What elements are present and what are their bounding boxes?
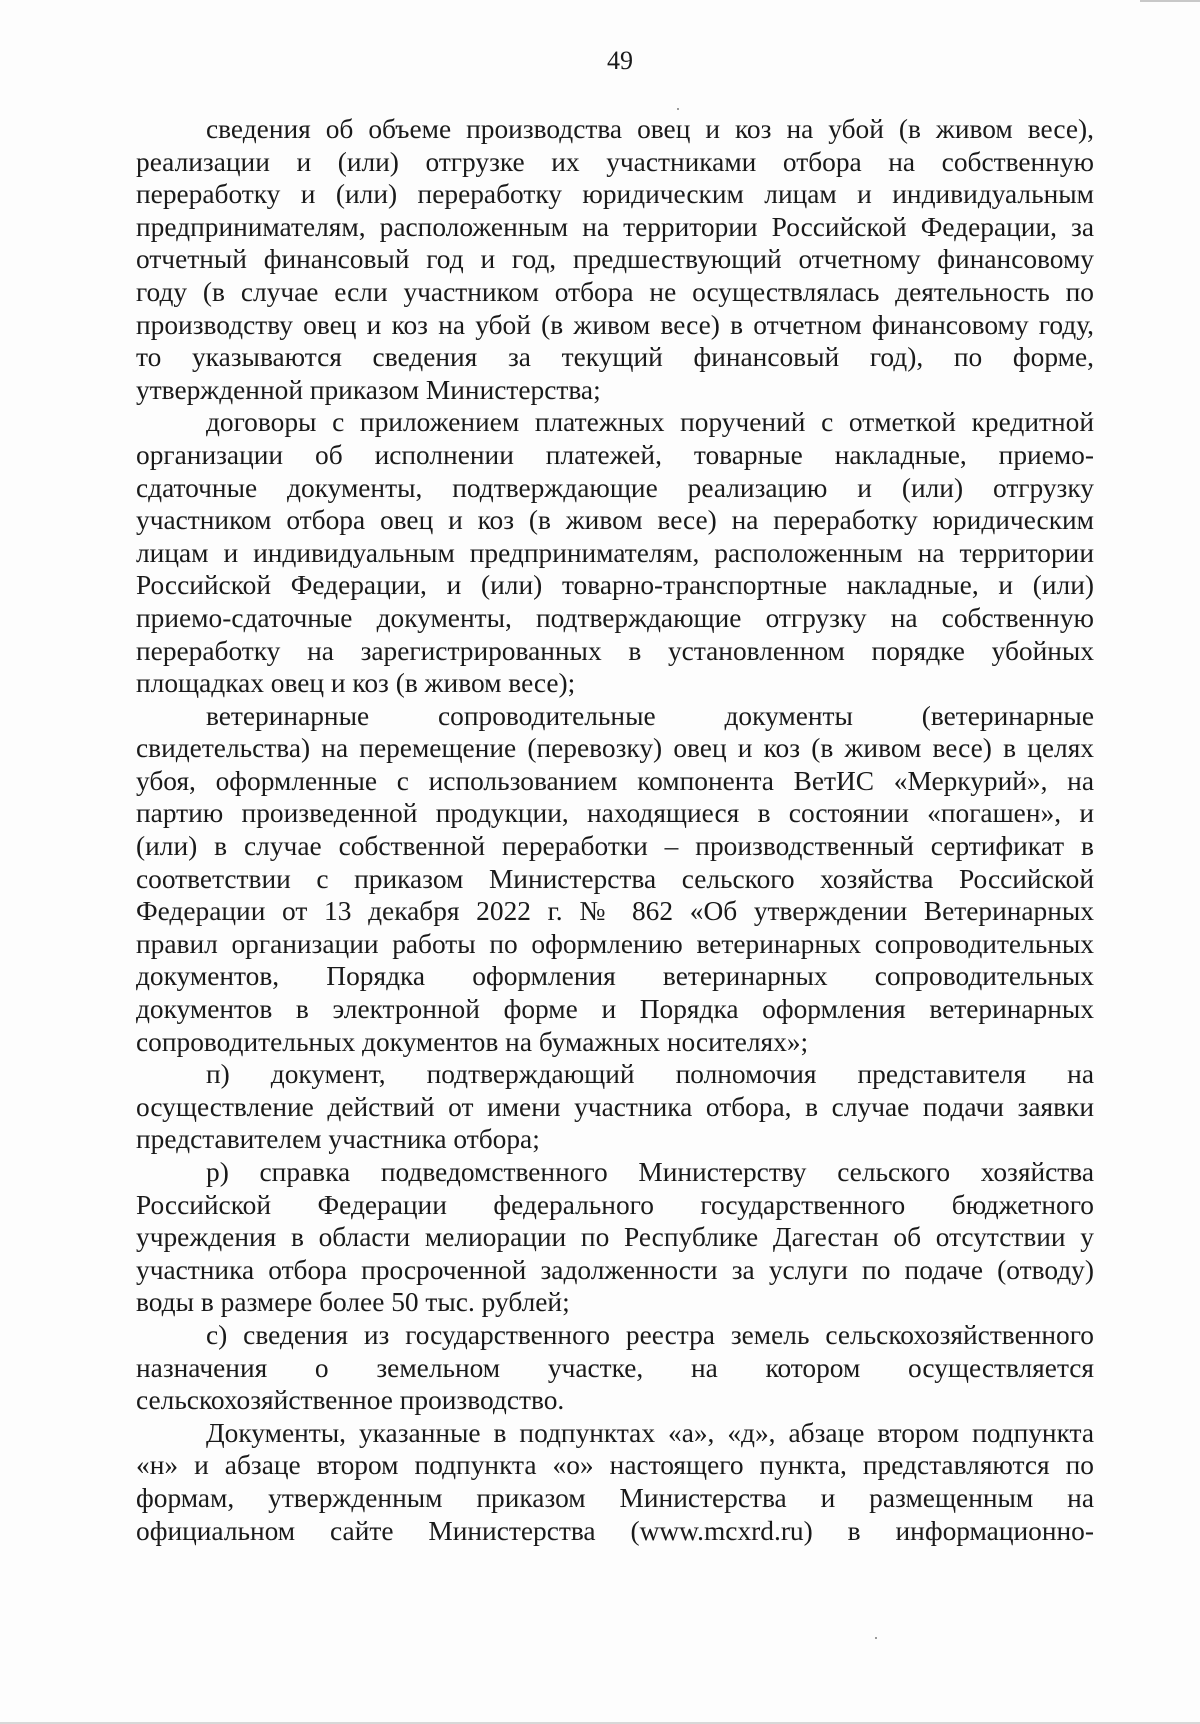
page-number: 49 — [607, 46, 633, 75]
text-line: переработку на зарегистрированных в установленном порядке убойных — [136, 635, 1094, 666]
text-line: предпринимателям, расположенным на территории Российской Федерации, за — [136, 211, 1094, 242]
text-line: сдаточные документы, подтверждающие реализацию и (или) отгрузку — [136, 472, 1094, 503]
text-line: убоя, оформленные с использованием компонента ВетИС «Меркурий», на — [136, 765, 1094, 796]
text-line: сведения об объеме производства овец и коз на убой (в живом весе), — [206, 114, 1094, 144]
text-line: п) документ, подтверждающий полномочия представителя на — [206, 1059, 1094, 1090]
text-line: Российской Федерации, и (или) товарно-транспортные накладные, и (или) — [136, 570, 1094, 601]
text-line: «н» и абзаце втором подпункта «о» настоящего пункта, представляются по — [136, 1450, 1094, 1481]
text-line: свидетельства) на перемещение (перевозку) овец и коз (в живом весе) в целях — [136, 733, 1094, 764]
document-body — [136, 113, 1094, 1547]
paragraph-veterinary-documents — [136, 700, 1094, 1059]
text-line: переработку и (или) переработку юридическим лицам и индивидуальным — [136, 179, 1094, 210]
paragraph-slaughter-volume — [136, 113, 1094, 406]
paragraph-contracts — [136, 406, 1094, 699]
text-line: р) справка подведомственного Министерству сельского хозяйства — [206, 1157, 1094, 1187]
text-line: правил организации работы по оформлению ветеринарных сопроводительных — [136, 928, 1094, 959]
text-line: лицам и индивидуальным предпринимателям, расположенным на территории — [136, 537, 1094, 568]
text-line: сопроводительных документов на бумажных носителях»; — [136, 1026, 809, 1057]
text-line: назначения о земельном участке, на котором осуществляется — [136, 1352, 1094, 1383]
paragraph-item-p — [136, 1058, 1094, 1156]
text-line: утвержденной приказом Министерства; — [136, 374, 601, 405]
text-line: документов, Порядка оформления ветеринарных сопроводительных — [136, 961, 1094, 992]
text-line: Федерации от 13 декабря 2022 г. № 862 «Об утверждении Ветеринарных — [136, 896, 1094, 927]
text-line: году (в случае если участником отбора не осуществлялась деятельность по — [136, 276, 1094, 307]
text-line: отчетный финансовый год и год, предшествующий отчетному финансовому — [136, 244, 1094, 275]
text-line: воды в размере более 50 тыс. рублей; — [136, 1287, 570, 1318]
text-line: участником отбора овец и коз (в живом весе) на переработку юридическим — [136, 505, 1094, 536]
paragraph-item-r — [136, 1156, 1094, 1319]
text-line: партию произведенной продукции, находящиеся в состоянии «погашен», и — [136, 798, 1094, 829]
paragraph-item-s — [136, 1319, 1094, 1417]
text-line: площадках овец и коз (в живом весе); — [136, 668, 576, 699]
text-line: документов в электронной форме и Порядка оформления ветеринарных — [136, 994, 1094, 1025]
text-line: учреждения в области мелиорации по Республике Дагестан об отсутствии у — [136, 1222, 1094, 1253]
text-line: сельскохозяйственное производство. — [136, 1385, 565, 1416]
text-line: то указываются сведения за текущий финансовый год), по форме, — [136, 342, 1094, 373]
text-line: ветеринарные сопроводительные документы (ветеринарные — [206, 700, 1094, 731]
scan-edge-top — [1140, 0, 1200, 2]
text-line: осуществление действий от имени участника отбора, в случае подачи заявки — [136, 1091, 1094, 1122]
text-line: с) сведения из государственного реестра земель сельскохозяйственного — [206, 1319, 1094, 1350]
scan-speck — [875, 1637, 877, 1639]
text-line: Документы, указанные в подпунктах «а», «д», абзаце втором подпункта — [206, 1417, 1094, 1448]
text-line: Российской Федерации федерального государственного бюджетного — [136, 1189, 1094, 1220]
scan-speck — [677, 108, 679, 110]
text-line: официальном сайте Министерства (www.mcxrd.ru) в информационно- — [136, 1515, 1094, 1546]
text-line: формам, утвержденным приказом Министерства и размещенным на — [136, 1482, 1094, 1513]
text-line: организации об исполнении платежей, товарные накладные, приемо- — [136, 439, 1094, 470]
text-line: соответствии с приказом Министерства сельского хозяйства Российской — [136, 863, 1094, 894]
text-line: участника отбора просроченной задолженности за услуги по подаче (отводу) — [136, 1254, 1094, 1285]
text-line: (или) в случае собственной переработки – производственный сертификат в — [136, 831, 1094, 862]
text-line: приемо-сдаточные документы, подтверждающие отгрузку на собственную — [136, 602, 1094, 633]
text-line: договоры с приложением платежных поручений с отметкой кредитной — [206, 407, 1094, 438]
text-line: представителем участника отбора; — [136, 1124, 540, 1155]
text-line: реализации и (или) отгрузке их участниками отбора на собственную — [136, 146, 1094, 177]
text-line: производству овец и коз на убой (в живом весе) в отчетном финансовому году, — [136, 309, 1094, 340]
paragraph-documents-forms — [136, 1417, 1094, 1547]
